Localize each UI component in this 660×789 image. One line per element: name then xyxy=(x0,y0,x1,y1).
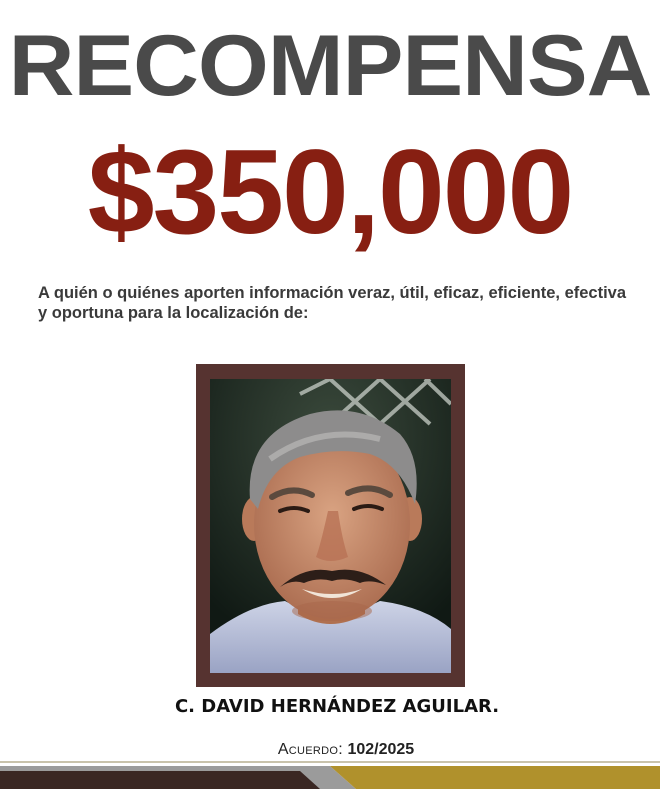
reward-title: RECOMPENSA xyxy=(8,18,652,114)
footer-stripes-graphic xyxy=(0,761,660,789)
reward-amount: $350,000 xyxy=(87,125,573,259)
footer-stripes xyxy=(0,761,660,789)
portrait-illustration xyxy=(210,379,451,673)
person-name: C. DAVID HERNÁNDEZ AGUILAR. xyxy=(174,696,500,717)
agreement-number: 102/2025 xyxy=(347,741,415,758)
photo-frame xyxy=(196,364,465,687)
agreement-line xyxy=(0,740,660,760)
reward-description: A quién o quiénes aporten información veraz, útil, eficaz, eficiente, efectiva y oportuna para la localización de: xyxy=(38,284,627,322)
portrait-photo xyxy=(210,379,451,673)
agreement-label: Acuerdo: xyxy=(277,741,343,758)
